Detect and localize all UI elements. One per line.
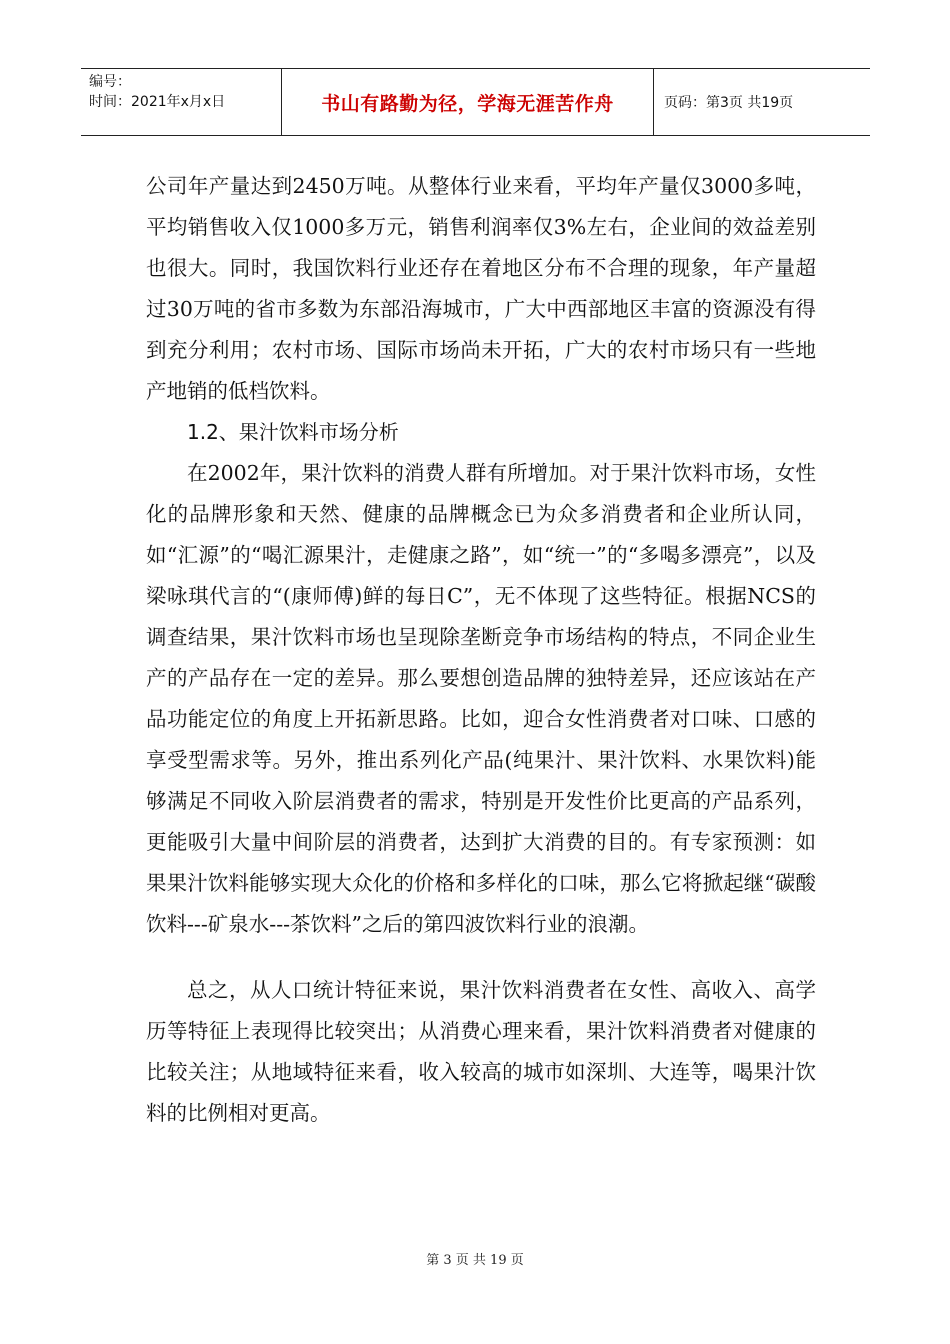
paragraph-industry-overview: 公司年产量达到2450万吨。从整体行业来看，平均年产量仅3000多吨，平均销售收入仅1000多万元，销售利润率仅3%左右，企业间的效益差别也很大。同时，我国饮料行业还存在着地区分布不合理的现象，年产量超过30万吨的省市多数为东部沿海城市，广大中西部地区丰富的资源没有得到充分利用；农村市场、国际市场尚未开拓，广大的农村市场只有一些地产地销的低档饮料。 (146, 174, 816, 403)
document-date: 时间：2021年x月x日 (89, 94, 226, 110)
header-motto: 书山有路勤为径，学海无涯苦作舟 (321, 92, 614, 115)
paragraph-summary: 总之，从人口统计特征来说，果汁饮料消费者在女性、高收入、高学历等特征上表现得比较突出；从消费心理来看，果汁饮料消费者对健康的比较关注；从地域特征来看，收入较高的城市如深圳、大连等，喝果汁饮料的比例相对更高。 (146, 978, 816, 1125)
document-body (146, 166, 816, 1134)
page-footer: 第 3 页 共 19 页 (426, 1253, 524, 1268)
document-header (81, 68, 870, 136)
header-motto-cell (281, 69, 654, 135)
header-page-info: 页码：第3页 共19页 (664, 95, 794, 111)
paragraph-juice-market: 在2002年，果汁饮料的消费人群有所增加。对于果汁饮料市场，女性化的品牌形象和天然、健康的品牌概念已为众多消费者和企业所认同，如“汇源”的“喝汇源果汁，走健康之路”，如“统一”的“多喝多漂亮”，以及梁咏琪代言的“(康师傅)鲜的每日C”，无不体现了这些特征。根据NCS的调查结果，果汁饮料市场也呈现除垄断竞争市场结构的特点，不同企业生产的产品存在一定的差异。那么要想创造品牌的独特差异，还应该站在产品功能定位的角度上开拓新思路。比如，迎合女性消费者对口味、口感的享受型需求等。另外，推出系列化产品(纯果汁、果汁饮料、水果饮料)能够满足不同收入阶层消费者的需求，特别是开发性价比更高的产品系列，更能吸引大量中间阶层的消费者，达到扩大消费的目的。有专家预测：如果果汁饮料能够实现大众化的价格和多样化的口味，那么它将掀起继“碳酸饮料---矿泉水---茶饮料”之后的第四波饮料行业的浪潮。 (146, 461, 816, 936)
document-number: 编号： (89, 74, 131, 90)
section-heading: 1.2、果汁饮料市场分析 (187, 420, 399, 444)
header-meta (81, 69, 281, 135)
